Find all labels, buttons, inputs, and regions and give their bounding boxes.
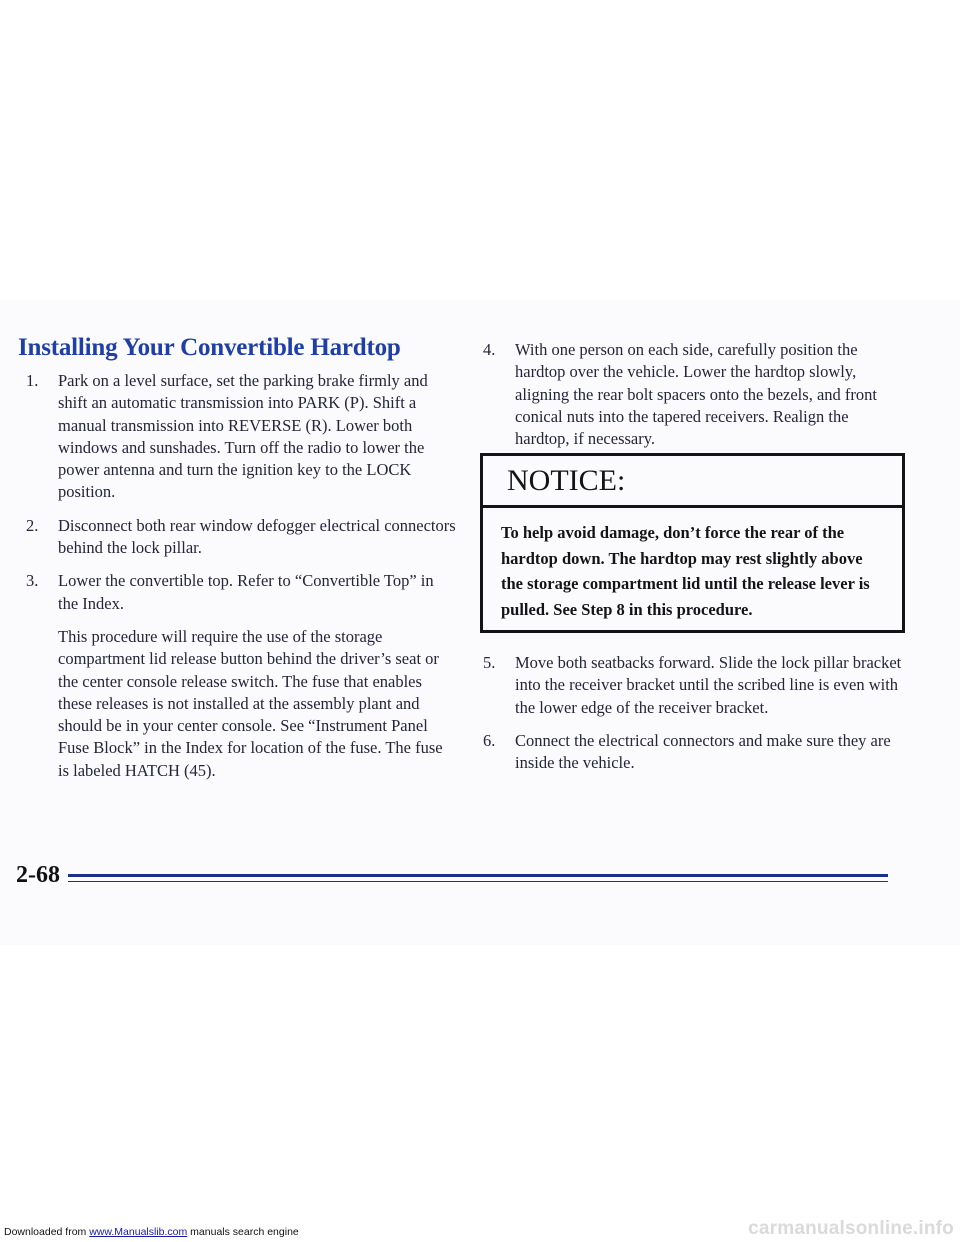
step-item bbox=[26, 515, 456, 560]
notice-heading: NOTICE: bbox=[483, 456, 902, 508]
step-number: 2. bbox=[26, 515, 39, 535]
step-item bbox=[483, 730, 903, 775]
manualslib-link[interactable]: www.Manualslib.com bbox=[89, 1226, 188, 1238]
watermark: carmanualsonline.info bbox=[748, 1218, 954, 1239]
step-item bbox=[26, 370, 456, 504]
step-text: Move both seatbacks forward. Slide the lock pillar bracket into the receiver bracket until the scribed line is even with the lower edge of the receiver bracket. bbox=[515, 653, 902, 717]
step-number: 3. bbox=[26, 571, 39, 591]
right-column bbox=[483, 339, 903, 461]
steps-right-list bbox=[483, 339, 903, 450]
steps-lower-list bbox=[483, 652, 903, 774]
step-item bbox=[483, 339, 903, 450]
notice-box bbox=[480, 453, 905, 633]
page-rule bbox=[68, 874, 888, 877]
left-column bbox=[26, 370, 456, 782]
footer-suffix: manuals search engine bbox=[187, 1226, 299, 1238]
step-item bbox=[26, 570, 456, 615]
footer-prefix: Downloaded from bbox=[4, 1226, 90, 1238]
step-text: Connect the electrical connectors and make sure they are inside the vehicle. bbox=[515, 730, 891, 773]
section-title: Installing Your Convertible Hardtop bbox=[18, 334, 401, 361]
notice-body: To help avoid damage, don’t force the rear of the hardtop down. The hardtop may rest slightly above the storage compartment lid until the release lever is pulled. See Step 8 in this procedure. bbox=[501, 523, 870, 619]
step-text: Lower the convertible top. Refer to “Convertible Top” in the Index. bbox=[58, 571, 434, 613]
step-number: 4. bbox=[483, 340, 496, 359]
lower-right-column bbox=[483, 652, 903, 785]
step-text: With one person on each side, carefully position the hardtop over the vehicle. Lower the hardtop slowly, aligning the rear bolt spacers onto the bezels, and front conical nuts into the tapered receivers. Realign the hardtop, if necessary. bbox=[515, 340, 877, 449]
step-number: 5. bbox=[483, 653, 496, 672]
steps-left-list bbox=[26, 370, 456, 615]
step-text: Park on a level surface, set the parking brake firmly and shift an automatic transmission into PARK (P). Shift a manual transmission into REVERSE (R). Lower both windows and sunshades. Turn off the radio to lower the power antenna and turn the ignition key to the LOCK position. bbox=[58, 371, 428, 502]
step-text: Disconnect both rear window defogger electrical connectors behind the lock pillar. bbox=[58, 515, 456, 558]
page-rule-thin bbox=[68, 881, 888, 882]
step3-note: This procedure will require the use of the storage compartment lid release button behind the driver’s seat or the center console release switch. The fuse that enables these releases is not installed at the assembly plant and should be in your center console. See “Instrument Panel Fuse Block” in the Index for location of the fuse. The fuse is labeled HATCH (45). bbox=[58, 626, 443, 780]
step-number: 6. bbox=[483, 730, 496, 750]
download-footer bbox=[4, 1226, 299, 1238]
step-number: 1. bbox=[26, 371, 39, 390]
page-number: 2-68 bbox=[16, 862, 60, 888]
step-item bbox=[483, 652, 903, 719]
